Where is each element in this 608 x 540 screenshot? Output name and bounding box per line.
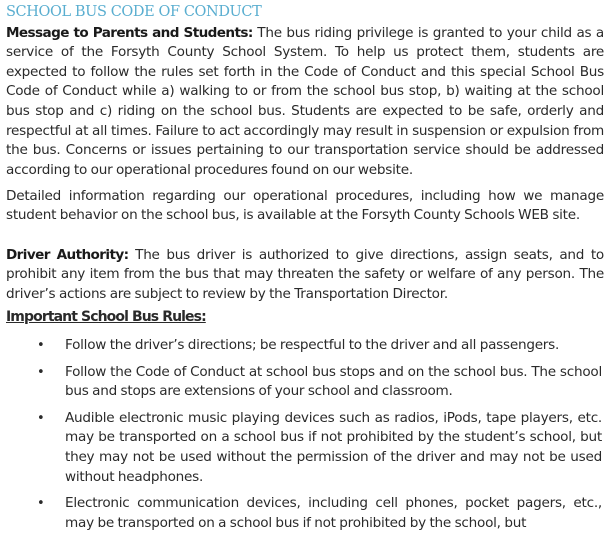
document-title: SCHOOL BUS CODE OF CONDUCT — [6, 4, 262, 20]
bullet-icon: • — [37, 496, 45, 512]
rules-list — [4, 336, 604, 540]
rule-item — [4, 336, 604, 356]
detail-paragraph: Detailed information regarding our operational procedures, including how we manage student behavior on the school bus, is available at the Forsyth County Schools WEB site. — [6, 187, 604, 224]
rule-item — [4, 363, 604, 402]
bullet-icon: • — [37, 338, 45, 353]
rule-text: Follow the driver’s directions; be respectful to the driver and all passengers. — [65, 337, 560, 353]
driver-authority-lead: Driver Authority: — [6, 246, 129, 263]
message-lead: Message to Parents and Students: — [6, 24, 253, 41]
driver-authority-paragraph — [6, 246, 604, 305]
rule-text: Follow the Code of Conduct at school bus stops and on the school bus. The school bus and stops are extensions of your school and classroom. — [65, 363, 602, 400]
message-body: The bus riding privilege is granted to your child as a service of the Forsyth County School System. To help us protect them, students are expected to follow the rules set forth in the Code of Conduct and this special School Bus Code of Conduct while a) walking to or from the school bus stop, b) waiting at the school bus stop and c) riding on the school bus. Students are expected to be safe, orderly and respectful at all times. Failure to act accordingly may result in suspension or expulsion from the bus. Concerns or issues pertaining to our transportation service should be addressed according to our operational procedures found on our website. — [6, 24, 604, 178]
driver-authority-body: The bus driver is authorized to give directions, assign seats, and to prohibit any item from the bus that may threaten the safety or welfare of any person. The driver’s actions are subject to review by the Transportation Director. — [6, 246, 604, 302]
rules-heading: Important School Bus Rules: — [6, 309, 206, 325]
bullet-icon: • — [37, 364, 45, 380]
rule-item — [4, 409, 604, 487]
bullet-icon: • — [37, 410, 45, 426]
message-paragraph — [6, 24, 604, 181]
rule-text: Electronic communication devices, including cell phones, pocket pagers, etc., may be transported on a school bus if not prohibited by the school, but — [65, 495, 602, 531]
rule-item — [4, 494, 604, 533]
rule-text: Audible electronic music playing devices such as radios, iPods, tape players, etc. may be transported on a school bus if not prohibited by the student’s school, but they may not be used without the permission of the driver and may not be used without headphones. — [65, 409, 602, 485]
